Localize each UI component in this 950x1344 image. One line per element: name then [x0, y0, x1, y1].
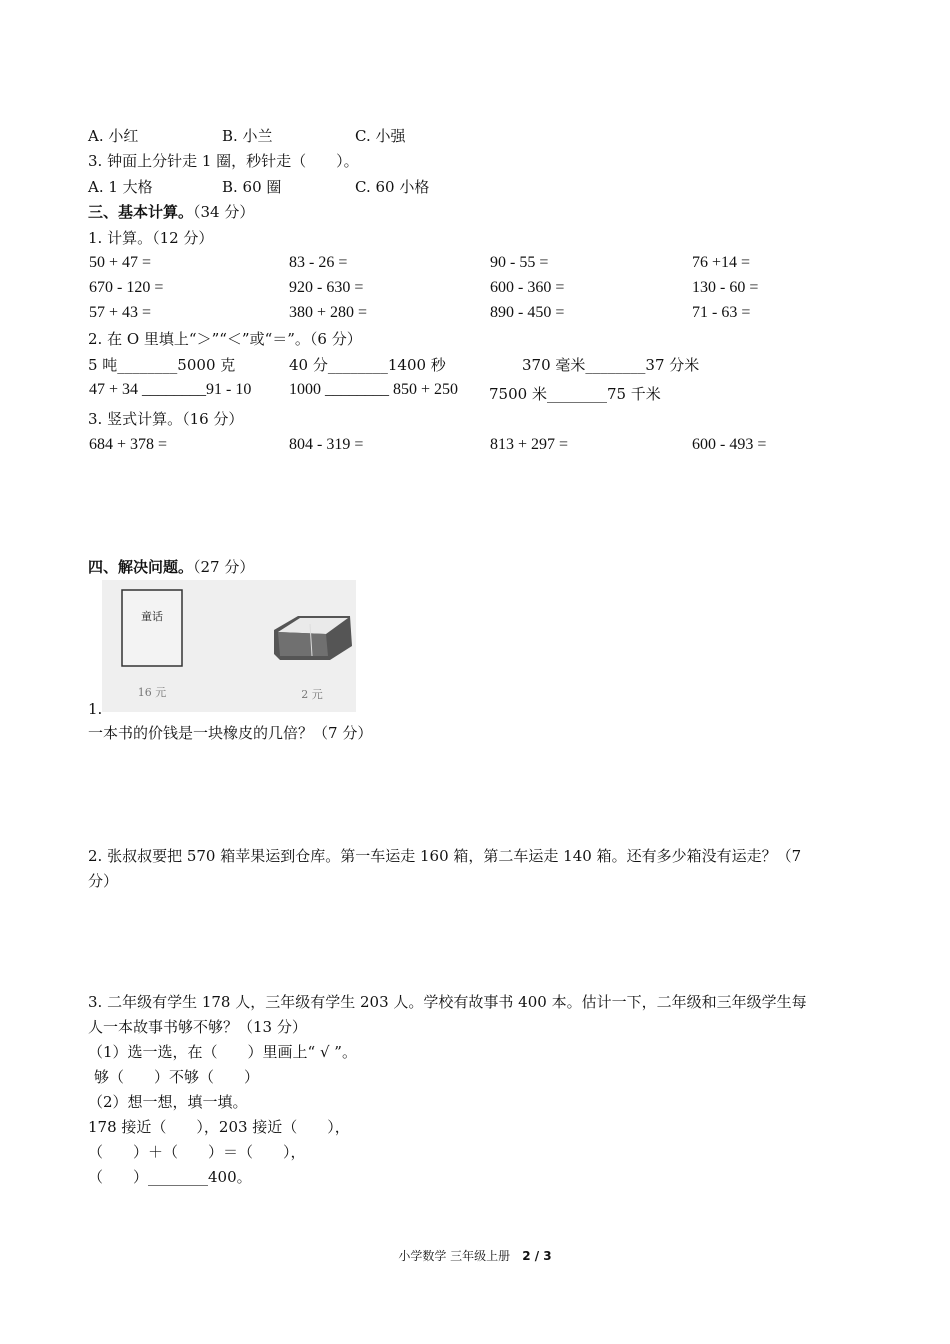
- option-b: B. 60 圈: [222, 178, 282, 196]
- calc-item: 600 - 360 =: [490, 279, 565, 296]
- problem-3-line2: 人一本故事书够不够？（13 分）: [88, 1018, 307, 1036]
- eraser-icon: [274, 616, 352, 660]
- section-4-heading: [88, 557, 254, 577]
- calc-item: 380 + 280 =: [289, 304, 368, 321]
- problem-3-line1: 3. 二年级有学生 178 人，三年级有学生 203 人。学校有故事书 400 本。估计一下，二年级和三年级学生每: [88, 993, 807, 1011]
- problem-3-choices: 够（ ）不够（ ）: [94, 1068, 260, 1086]
- option-a: A. 1 大格: [88, 178, 153, 196]
- book-eraser-picture: [102, 580, 356, 712]
- problem-3-fill2: （ ）＋（ ）＝（ ），: [88, 1143, 306, 1161]
- compare-item: 40 分________1400 秒: [289, 356, 446, 374]
- option-a: A. 小红: [88, 127, 139, 145]
- compare-item: 1000 ________ 850 + 250: [289, 381, 459, 398]
- problem-3-fill1: 178 接近（ ），203 接近（ ），: [88, 1118, 350, 1136]
- compare-item: 370 毫米________37 分米: [522, 356, 700, 374]
- vertical-calc-item: 804 - 319 =: [289, 436, 364, 453]
- calc-item: 83 - 26 =: [289, 254, 348, 271]
- problem-3-fill3: （ ）________400。: [88, 1168, 252, 1186]
- section-title: 三、基本计算。: [88, 203, 194, 221]
- part-3-title: 3. 竖式计算。（16 分）: [88, 410, 244, 428]
- calc-item: 71 - 63 =: [692, 304, 751, 321]
- part-2-title: 2. 在 O 里填上“＞”“＜”或“＝”。（6 分）: [88, 330, 362, 348]
- calc-item: 130 - 60 =: [692, 279, 759, 296]
- problem-1-number: 1.: [88, 700, 103, 718]
- compare-item: 5 吨________5000 克: [88, 356, 236, 374]
- book-label: 童话: [141, 610, 163, 623]
- vertical-calc-item: 600 - 493 =: [692, 436, 767, 453]
- compare-item: 7500 米________75 千米: [489, 385, 661, 403]
- part-1-title: 1. 计算。（12 分）: [88, 229, 214, 247]
- problem-2-line1: 2. 张叔叔要把 570 箱苹果运到仓库。第一车运走 160 箱，第二车运走 140 箱。还有多少箱没有运走？（7: [88, 847, 802, 865]
- problem-2-line2: 分）: [88, 872, 119, 890]
- page-number: 2 / 3: [522, 1249, 552, 1263]
- option-c: C. 小强: [355, 127, 406, 145]
- calc-item: 57 + 43 =: [89, 304, 152, 321]
- price-illustration: [102, 580, 356, 712]
- problem-3-sub2: （2）想一想，填一填。: [88, 1093, 248, 1111]
- vertical-calc-item: 813 + 297 =: [490, 436, 569, 453]
- problem-3-sub1: （1）选一选，在（ ）里画上“ √ ”。: [88, 1043, 357, 1061]
- section-title: 四、解决问题。: [88, 558, 194, 576]
- problem-1-question: 一本书的价钱是一块橡皮的几倍？（7 分）: [88, 724, 373, 742]
- vertical-calc-item: 684 + 378 =: [89, 436, 168, 453]
- calc-item: 90 - 55 =: [490, 254, 549, 271]
- page-footer: [0, 1247, 950, 1264]
- calc-item: 670 - 120 =: [89, 279, 164, 296]
- section-score: （27 分）: [193, 558, 255, 576]
- book-icon: [122, 590, 182, 666]
- compare-item: 47 + 34 ________91 - 10: [89, 381, 252, 398]
- eraser-price: 2 元: [301, 688, 323, 701]
- book-price: 16 元: [137, 686, 167, 699]
- section-3-heading: [88, 202, 254, 222]
- calc-item: 890 - 450 =: [490, 304, 565, 321]
- section-score: （34 分）: [193, 203, 255, 221]
- calc-item: 76 +14 =: [692, 254, 751, 271]
- calc-item: 920 - 630 =: [289, 279, 364, 296]
- question-3: 3. 钟面上分针走 1 圈，秒针走（ ）。: [88, 152, 359, 170]
- option-c: C. 60 小格: [355, 178, 430, 196]
- calc-item: 50 + 47 =: [89, 254, 152, 271]
- option-b: B. 小兰: [222, 127, 273, 145]
- footer-subject: 小学数学 三年级上册: [398, 1249, 511, 1263]
